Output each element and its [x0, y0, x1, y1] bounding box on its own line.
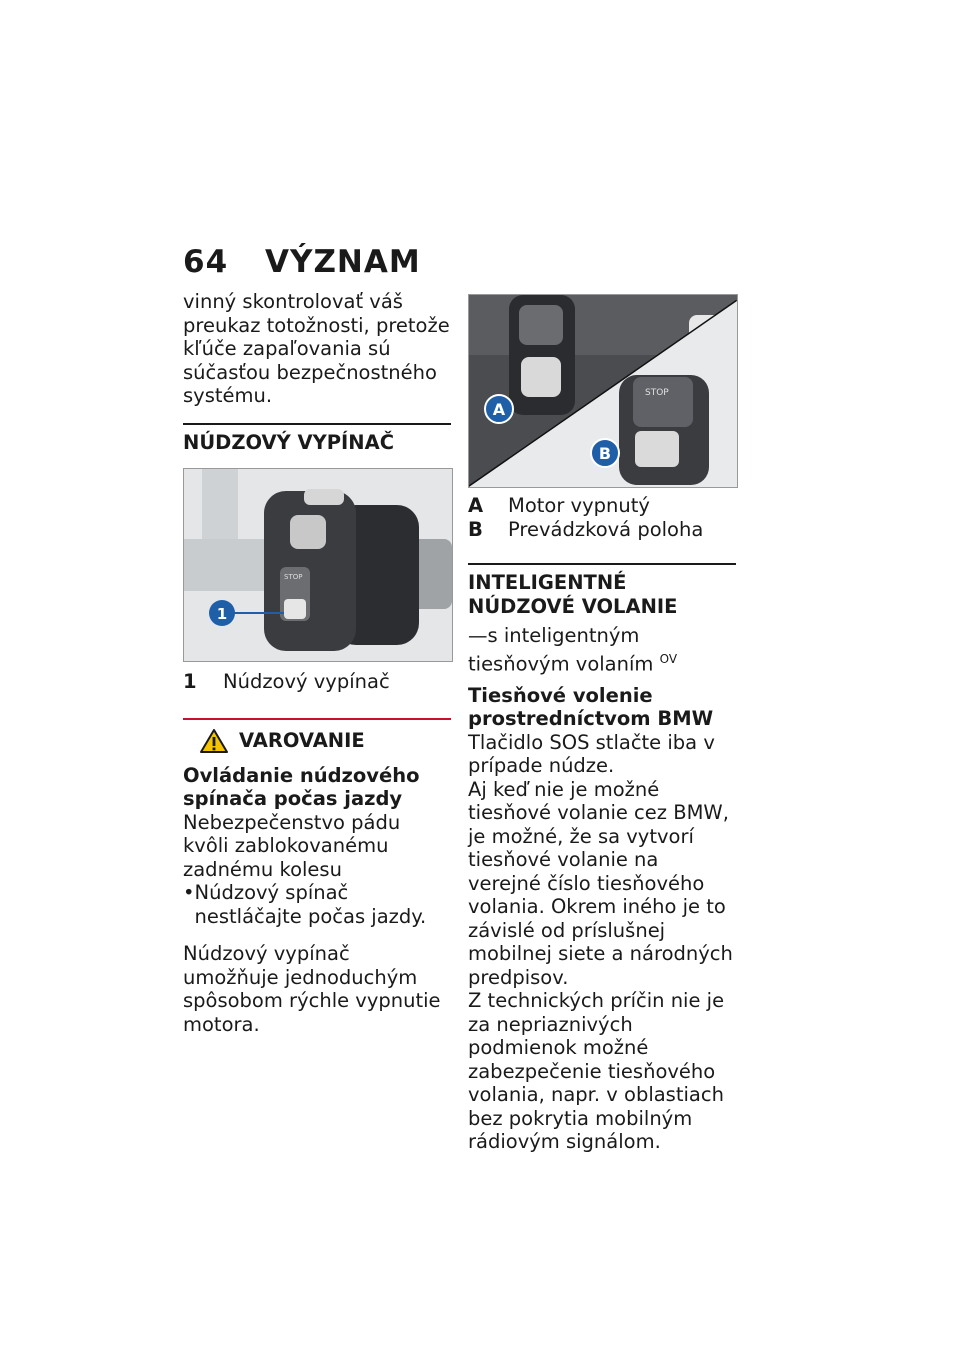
section-title-emergency-switch: NÚDZOVÝ VYPÍNAČ: [183, 430, 395, 454]
caption-a: [468, 494, 736, 518]
switch-positions-photo: [468, 294, 738, 488]
switch-stop-label: STOP: [284, 573, 303, 581]
intro-text: vinný skontrolovať váš preukaz totožnosti, pretože kľúče zapaľovania sú súčasťou bezpečnostného systému.: [183, 290, 450, 407]
switch-positions-illustration: [469, 295, 737, 487]
caption-b: [468, 518, 736, 542]
closing-text: Núdzový vypínač umožňuje jednoduchým spôsobom rýchle vypnutie motora.: [183, 942, 441, 1036]
left-column: [183, 290, 451, 1036]
paragraph-1: Tlačidlo SOS stlačte iba v prípade núdze.: [468, 730, 715, 777]
caption-a-key: A: [468, 494, 484, 517]
section-divider-right: [468, 563, 736, 565]
emergency-switch-photo: [183, 468, 453, 662]
warning-label: VAROVANIE: [239, 729, 365, 752]
callout-b: B: [598, 444, 612, 463]
equipment-text: —s inteligentným tiesňovým volaním: [468, 624, 654, 675]
section-title-emergency-call: INTELIGENTNÉ NÚDZOVÉ VOLANIE: [468, 571, 678, 618]
page-title: VÝZNAM: [265, 244, 421, 280]
caption-b-text: Prevádzková poloha: [508, 517, 704, 541]
page-header: [183, 244, 421, 280]
caption-text: Núdzový vypínač: [223, 670, 390, 693]
caption-key: 1: [183, 670, 197, 693]
handlebar-illustration: [184, 469, 452, 661]
right-column: [468, 294, 736, 1154]
figure-caption: [183, 670, 451, 694]
equipment-line: [468, 624, 736, 676]
warning-title: Ovládanie núdzového spínača počas jazdy: [183, 763, 420, 810]
equipment-code: OV: [659, 651, 678, 666]
warning-bullet-text: Núdzový spínač nestláčajte počas jazdy.: [194, 881, 427, 928]
subhead: Tiesňové volenie prostredníctvom BMW: [468, 683, 714, 730]
callout-1: 1: [216, 605, 228, 623]
callout-a: A: [492, 400, 506, 419]
page-number: 64: [183, 244, 229, 280]
switch-stop-label-b: STOP: [645, 388, 669, 398]
caption-b-key: B: [468, 517, 483, 541]
warning-divider: [183, 718, 451, 720]
warning-bullet: [183, 881, 451, 928]
warning-triangle-icon: [199, 728, 229, 754]
paragraph-2: Aj keď nie je možné tiesňové volanie cez BMW, je možné, že sa vytvorí tiesňové volanie na verejné číslo tiesňového volania. Okrem iného je to závislé od príslušnej mobilnej siete a národných predpisov.: [468, 777, 733, 989]
section-divider: [183, 423, 451, 425]
bullet-dot: •: [183, 881, 195, 904]
warning-body: Nebezpečenstvo pádu kvôli zablokovanému zadnému kolesu: [183, 810, 401, 881]
paragraph-3: Z technických príčin nie je za nepriaznivých podmienok možné zabezpečenie tiesňového volania, napr. v oblastiach bez pokrytia mobilným rádiovým signálom.: [468, 989, 725, 1153]
caption-a-text: Motor vypnutý: [508, 494, 650, 517]
warning-header: [199, 728, 451, 754]
